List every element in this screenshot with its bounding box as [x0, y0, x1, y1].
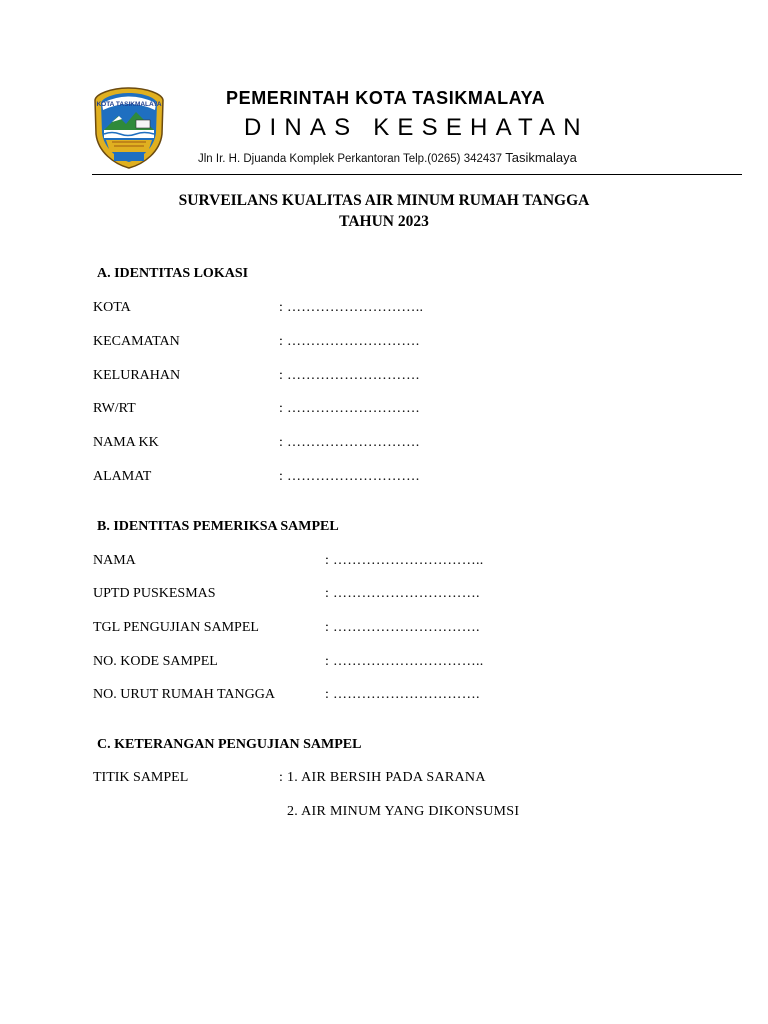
field-label-uptd-puskesmas: UPTD PUSKESMAS: [93, 586, 216, 601]
city-emblem-logo: [92, 86, 166, 170]
svg-text:KOTA TASIKMALAYA: KOTA TASIKMALAYA: [96, 101, 162, 108]
field-label-kelurahan: KELURAHAN: [93, 368, 181, 383]
field-label-titik-sampel: TITIK SAMPEL: [93, 770, 189, 785]
section-a-heading: A. IDENTITAS LOKASI: [97, 266, 249, 281]
letterhead-address: [198, 150, 577, 165]
field-value-uptd-puskesmas[interactable]: : ………………………….: [325, 586, 480, 601]
field-label-kode-sampel: NO. KODE SAMPEL: [93, 654, 218, 669]
field-value-alamat[interactable]: : ……………………….: [279, 469, 420, 484]
document-title: SURVEILANS KUALITAS AIR MINUM RUMAH TANGGA: [178, 192, 590, 209]
field-label-nama-pemeriksa: NAMA: [93, 553, 136, 568]
field-value-kecamatan[interactable]: : ……………………….: [279, 334, 420, 349]
field-label-kecamatan: KECAMATAN: [93, 334, 180, 349]
field-value-nama-kk[interactable]: : ……………………….: [279, 435, 420, 450]
field-value-tgl-pengujian[interactable]: : ………………………….: [325, 620, 480, 635]
field-label-tgl-pengujian: TGL PENGUJIAN SAMPEL: [93, 620, 259, 635]
address-text: Jln Ir. H. Djuanda Komplek Perkantoran Telp.(0265) 342437: [198, 153, 503, 165]
field-label-alamat: ALAMAT: [93, 469, 152, 484]
field-value-nama-pemeriksa[interactable]: : …………………………..: [325, 553, 484, 568]
titik-sampel-option-2[interactable]: 2. AIR MINUM YANG DIKONSUMSI: [287, 804, 520, 819]
section-b-heading: B. IDENTITAS PEMERIKSA SAMPEL: [97, 519, 339, 534]
field-value-rw-rt[interactable]: : ……………………….: [279, 401, 420, 416]
section-c-heading: C. KETERANGAN PENGUJIAN SAMPEL: [97, 737, 362, 752]
field-label-rw-rt: RW/RT: [93, 401, 136, 416]
document-year: TAHUN 2023: [339, 213, 429, 230]
titik-sampel-option-1[interactable]: : 1. AIR BERSIH PADA SARANA: [279, 770, 486, 785]
field-label-kota: KOTA: [93, 300, 131, 315]
department-title: DINAS KESEHATAN: [244, 114, 589, 141]
field-value-urut-rumah-tangga[interactable]: : ………………………….: [325, 687, 480, 702]
field-value-kota[interactable]: : ………………………..: [279, 300, 424, 315]
letterhead-divider: [92, 174, 742, 175]
field-value-kode-sampel[interactable]: : …………………………..: [325, 654, 484, 669]
government-title: PEMERINTAH KOTA TASIKMALAYA: [226, 88, 546, 108]
field-label-urut-rumah-tangga: NO. URUT RUMAH TANGGA: [93, 687, 275, 702]
address-city: Tasikmalaya: [505, 150, 577, 165]
field-value-kelurahan[interactable]: : ……………………….: [279, 368, 420, 383]
field-label-nama-kk: NAMA KK: [93, 435, 159, 450]
